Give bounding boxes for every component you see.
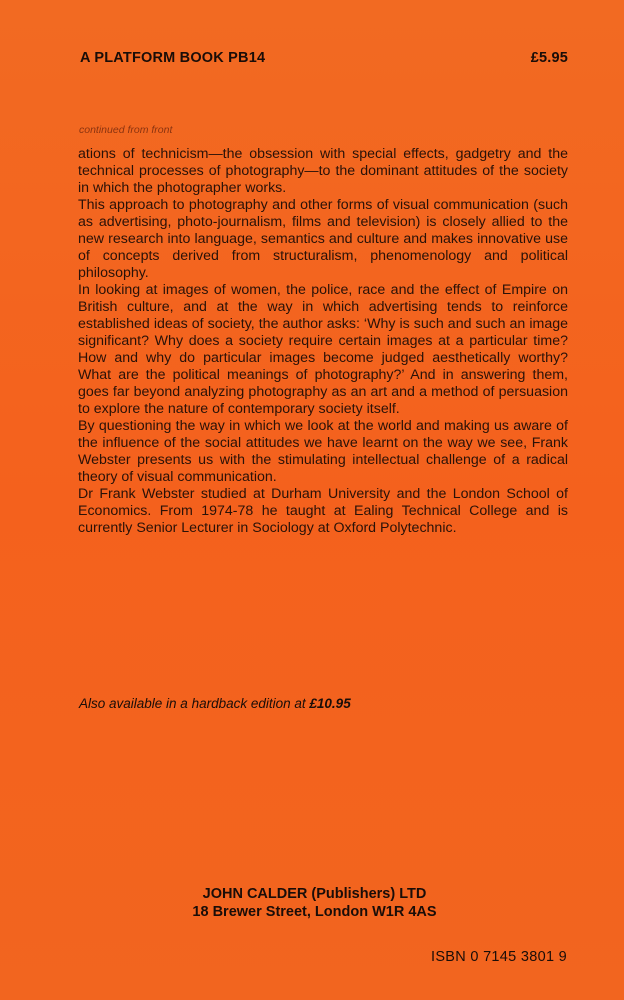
hardback-note [79,696,351,711]
blurb-text [78,146,568,537]
publisher-name: JOHN CALDER (Publishers) LTD [202,886,427,902]
isbn-label: ISBN 0 7145 3801 9 [431,949,567,965]
hardback-text: Also available in a hardback edition at [79,696,310,711]
header [80,50,568,66]
hardback-price: £10.95 [309,696,351,711]
paragraph: This approach to photography and other forms of visual communication (such as advertising, photo-journalism, films and television) is closely allied to the new research into language, semantics and culture and makes innovative use of concepts derived from structuralism, phenomenology and political philosophy. [78,197,568,281]
paragraph: By questioning the way in which we look at the world and making us aware of the influence of the social attitudes we have learnt on the way we see, Frank Webster presents us with the stimulating intellectual challenge of a radical theory of visual communication. [78,418,568,485]
paragraph: Dr Frank Webster studied at Durham University and the London School of Economics. From 1974-78 he taught at Ealing Technical College and is currently Senior Lecturer in Sociology at Oxford Polytechnic. [78,486,568,536]
publisher-address: 18 Brewer Street, London W1R 4AS [192,904,437,920]
series-label: A PLATFORM BOOK PB14 [80,50,266,66]
price-label: £5.95 [530,50,568,66]
paragraph: In looking at images of women, the police, race and the effect of Empire on British culture, and at the way in which advertising tends to reinforce established ideas of society, the author asks: ‘Why is such and such an image significant? Why does a society require certain images at a particular time? How and why do particular images become judged aesthetically worthy? What are the political meanings of photography?’ And in answering them, goes far beyond analyzing photography as an art and a method of persuasion to explore the nature of contemporary society itself. [78,282,568,417]
paragraph: ations of technicism—the obsession with special effects, gadgetry and the technical processes of photography—to the dominant attitudes of the society in which the photographer works. [78,146,568,196]
publisher-block [0,885,624,921]
continued-note: continued from front [79,124,173,136]
